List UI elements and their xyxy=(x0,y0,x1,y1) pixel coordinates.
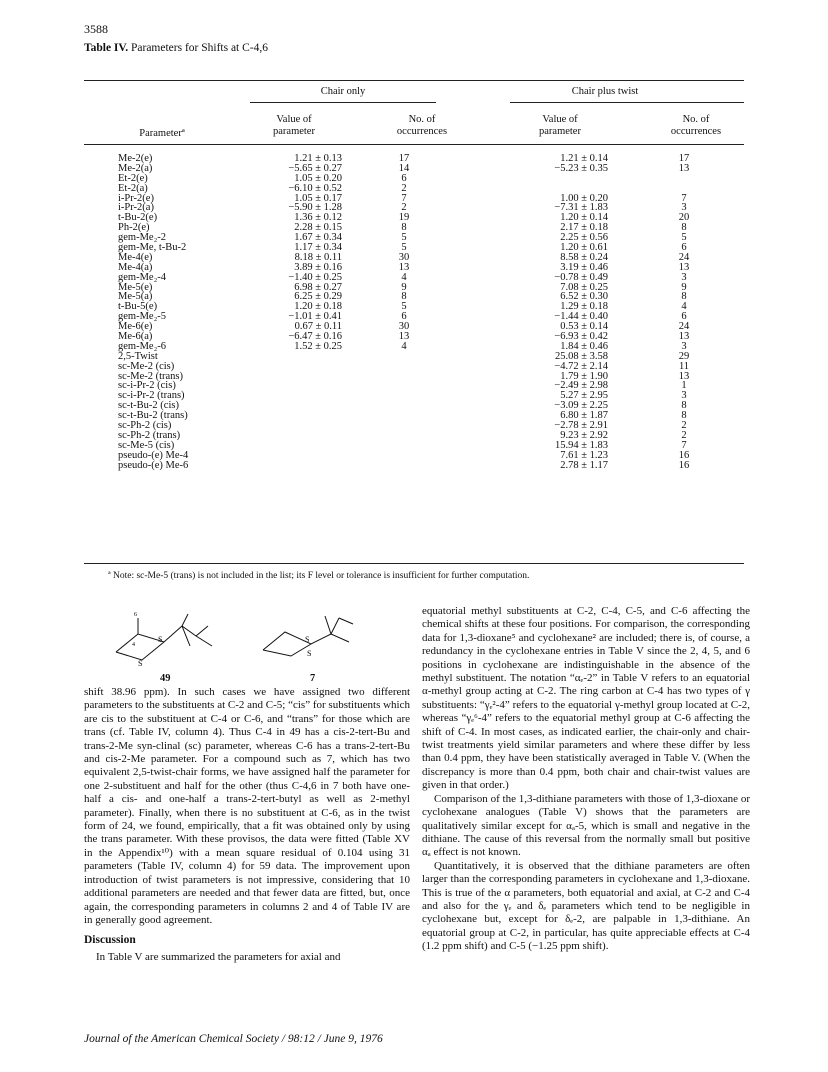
table-row xyxy=(84,223,744,233)
cell-value-twist: 3.19 ± 0.46 xyxy=(560,261,608,273)
cell-param: Me-5(e) xyxy=(118,281,153,293)
cell-param: sc-t-Bu-2 (cis) xyxy=(118,400,179,412)
cell-occ-chair: 5 xyxy=(401,301,407,313)
cell-occ-chair: 2 xyxy=(401,182,407,194)
cell-param: gem-Me₂-5 xyxy=(118,311,166,323)
col-header-occ-line1: No. of xyxy=(408,114,436,125)
cell-value-twist: 6.52 ± 0.30 xyxy=(560,291,608,303)
discussion-heading: Discussion xyxy=(84,934,136,947)
cell-value-chair: 8.18 ± 0.11 xyxy=(294,251,342,263)
cell-param: sc-i-Pr-2 (trans) xyxy=(118,390,185,402)
cell-value-twist: 2.25 ± 0.56 xyxy=(560,232,608,244)
cell-occ-chair: 4 xyxy=(401,340,407,352)
atom-s-lower: S xyxy=(138,659,143,668)
cell-occ-twist: 1 xyxy=(681,380,687,392)
cell-occ-twist: 7 xyxy=(681,439,687,451)
cell-param: i-Pr-2(a) xyxy=(118,202,154,214)
cell-value-chair: 1.20 ± 0.18 xyxy=(294,301,342,313)
right-paragraph-2: Comparison of the 1,3-dithiane parameters with those of 1,3-dioxane or cyclohexane analogues (Table V) shows that the parameters are qualitatively similar except for αₐ-5, which is small and negative in the dithiane. The cause of this reversal from the normally small but positive αₐ effect is not known. xyxy=(422,792,750,859)
left-paragraph-1: shift 38.96 ppm). In such cases we have assigned two different parameters to the substituents at C-2 and C-5; “cis” for substituents which are cis to the substituent at C-4 or C-6, and “trans” for those which are trans (cf. Table IV, column 4). Thus C-4 in 49 has a cis-2-tert-Bu and trans-2-Me syn-clinal (sc) parameter, whereas C-6 has a trans-2-tert-Bu and cis-2-Me parameter. For a compound such as 7, which has two equivalent 2,5-twist-chair forms, we have assigned half the parameter for one 2-substituent and half for the other (thus C-4,6 in 7 both have one-half a cis- and one-half a trans-2-tert-butyl as well as 2-methyl parameter). Finally, when there is no substituent at C-6, as in the twist form of 24, we found, empirically, that a fit was obtained only by using the trans parameter. With these provisos, the data were fitted (Table XV in the Appendix¹⁰) with a mean square residual of 0.104 using 31 parameters (Table IV, column 4) for 59 data. The improvement upon introduction of twist parameters is not impressive, considering that 10 additional parameters are needed and that fewer data are fitted, but, once again, the corresponding parameters in columns 2 and 4 of Table IV are in generally good agreement. xyxy=(84,686,410,926)
cell-occ-chair: 13 xyxy=(398,331,410,343)
col-header-occ-line2: occurrences xyxy=(396,126,448,137)
col-header-value-line2: parameter xyxy=(539,126,581,137)
table-row xyxy=(84,302,744,312)
cell-occ-chair: 6 xyxy=(401,311,407,323)
cell-value-chair: 6.98 ± 0.27 xyxy=(294,281,342,293)
cell-value-chair: 2.28 ± 0.15 xyxy=(294,222,342,234)
table-row xyxy=(84,194,744,204)
cell-value-chair: −6.47 ± 0.16 xyxy=(288,331,342,343)
journal-footer: Journal of the American Chemical Society / 98:12 / June 9, 1976 xyxy=(84,1033,383,1045)
cell-value-chair: 6.25 ± 0.29 xyxy=(294,291,342,303)
cell-occ-twist: 8 xyxy=(681,400,687,412)
compound-label-7: 7 xyxy=(310,673,316,684)
cell-occ-chair: 30 xyxy=(398,321,410,333)
cell-occ-twist: 9 xyxy=(681,281,687,293)
table-row xyxy=(84,362,744,372)
table-top-rule xyxy=(84,80,744,81)
cell-occ-twist: 24 xyxy=(678,251,690,263)
cell-value-twist: 15.94 ± 1.83 xyxy=(554,439,608,451)
cell-value-chair: 1.67 ± 0.34 xyxy=(294,232,342,244)
cell-occ-twist: 29 xyxy=(678,350,690,362)
cell-param: sc-i-Pr-2 (cis) xyxy=(118,380,176,392)
col-header-occ-chair xyxy=(372,114,472,138)
cell-occ-twist: 6 xyxy=(681,311,687,323)
table-row xyxy=(84,184,744,194)
cell-param: Et-2(e) xyxy=(118,172,148,184)
structure-7 xyxy=(255,612,365,668)
col-header-value-line2: parameter xyxy=(273,126,315,137)
cell-param: gem-Me₂-2 xyxy=(118,232,166,244)
table-footnote: ª Note: sc-Me-5 (trans) is not included in the list; its F level or tolerance is insufficient for further computation. xyxy=(108,571,530,581)
group-header-chair-plus-twist: Chair plus twist xyxy=(571,86,639,97)
cell-value-twist: −4.72 ± 2.14 xyxy=(554,360,608,372)
table-row xyxy=(84,164,744,174)
table-row xyxy=(84,312,744,322)
cell-value-twist: 1.29 ± 0.18 xyxy=(560,301,608,313)
cell-value-twist: 6.80 ± 1.87 xyxy=(560,410,608,422)
group-header-chair-only: Chair only xyxy=(320,86,366,97)
cell-occ-chair: 30 xyxy=(398,251,410,263)
label-4: 4 xyxy=(132,642,135,648)
cell-value-twist: 1.00 ± 0.20 xyxy=(560,192,608,204)
cell-value-twist: −2.49 ± 2.98 xyxy=(554,380,608,392)
table-row xyxy=(84,154,744,164)
col-header-occ-line2: occurrences xyxy=(670,126,722,137)
cell-value-chair: −6.10 ± 0.52 xyxy=(288,182,342,194)
left-column xyxy=(84,686,410,964)
cell-param: sc-Me-2 (cis) xyxy=(118,360,175,372)
table-row xyxy=(84,421,744,431)
table-row xyxy=(84,332,744,342)
table-row xyxy=(84,292,744,302)
right-paragraph-3: Quantitatively, it is observed that the dithiane parameters are often larger than the corresponding parameters in cyclohexane and 1,3-dioxane. This is true of the α parameters, both equatorial and axial, at C-2 and C-4 and also for the γₑ and δₑ parameters which tend to be negligible in cyclohexane but, except for δₑ-2, are palpable in 1,3-dithiane. An equatorial group at C-2, in particular, has quite appreciable effects at C-4 (1.2 ppm shift) and C-5 (−1.25 ppm shift). xyxy=(422,859,750,953)
cell-value-chair: −1.01 ± 0.41 xyxy=(288,311,342,323)
table-header-rule xyxy=(84,144,744,145)
cell-param: Me-2(e) xyxy=(118,153,153,164)
cell-value-twist: 7.08 ± 0.25 xyxy=(560,281,608,293)
cell-param: gem-Me, t-Bu-2 xyxy=(118,242,187,254)
cell-value-twist: −3.09 ± 2.25 xyxy=(554,400,608,412)
cell-occ-twist: 20 xyxy=(678,212,690,224)
cell-occ-chair: 5 xyxy=(401,232,407,244)
cell-param: Me-6(e) xyxy=(118,321,153,333)
cell-value-chair: −5.65 ± 0.27 xyxy=(288,162,342,174)
cell-occ-twist: 13 xyxy=(678,331,690,343)
page-number: 3588 xyxy=(84,22,108,36)
cell-value-twist: −5.23 ± 0.35 xyxy=(554,162,608,174)
table-row xyxy=(84,391,744,401)
cell-param: sc-Ph-2 (trans) xyxy=(118,429,181,441)
cell-occ-twist: 7 xyxy=(681,192,687,204)
table-row xyxy=(84,411,744,421)
cell-param: i-Pr-2(e) xyxy=(118,192,154,204)
cell-value-twist: 1.84 ± 0.46 xyxy=(560,340,608,352)
cell-value-chair: −5.90 ± 1.28 xyxy=(288,202,342,214)
cell-occ-twist: 4 xyxy=(681,301,687,313)
cell-occ-twist: 3 xyxy=(681,390,687,402)
cell-occ-chair: 4 xyxy=(401,271,407,283)
cell-value-twist: −1.44 ± 0.40 xyxy=(554,311,608,323)
cell-value-twist: 8.58 ± 0.24 xyxy=(560,251,608,263)
cell-value-chair: 1.36 ± 0.12 xyxy=(294,212,342,224)
cell-param: sc-Me-5 (cis) xyxy=(118,439,175,451)
col-header-parameter: Parameterª xyxy=(139,128,185,139)
cell-value-chair: 1.05 ± 0.20 xyxy=(294,172,342,184)
cell-param: Me-5(a) xyxy=(118,291,153,303)
cell-value-twist: 7.61 ± 1.23 xyxy=(560,449,608,461)
cell-occ-chair: 14 xyxy=(398,162,410,174)
cell-occ-twist: 13 xyxy=(678,370,690,382)
group-rule-chair-only xyxy=(250,102,436,103)
cell-value-chair: 0.67 ± 0.11 xyxy=(294,321,342,333)
col-header-value-twist xyxy=(510,114,610,138)
cell-value-twist: 1.21 ± 0.14 xyxy=(560,153,608,164)
cell-param: t-Bu-2(e) xyxy=(118,212,158,224)
cell-occ-twist: 8 xyxy=(681,291,687,303)
compound-label-49: 49 xyxy=(160,673,171,684)
cell-value-chair: 1.17 ± 0.34 xyxy=(294,242,342,254)
cell-occ-chair: 17 xyxy=(398,153,410,164)
cell-occ-twist: 2 xyxy=(681,429,687,441)
table-row xyxy=(84,372,744,382)
cell-value-chair: 1.21 ± 0.13 xyxy=(294,153,342,164)
cell-occ-chair: 8 xyxy=(401,291,407,303)
cell-param: sc-Me-2 (trans) xyxy=(118,370,184,382)
cell-param: sc-Ph-2 (cis) xyxy=(118,420,172,432)
group-rule-chair-plus-twist xyxy=(510,102,744,103)
cell-occ-twist: 16 xyxy=(678,449,690,461)
cell-param: gem-Me₂-6 xyxy=(118,340,166,352)
cell-param: sc-t-Bu-2 (trans) xyxy=(118,410,188,422)
cell-occ-chair: 7 xyxy=(401,192,407,204)
cell-param: 2,5-Twist xyxy=(118,350,158,362)
cell-param: Me-4(e) xyxy=(118,251,153,263)
table-row xyxy=(84,431,744,441)
table-row xyxy=(84,283,744,293)
cell-value-twist: 1.20 ± 0.14 xyxy=(560,212,608,224)
cell-occ-chair: 13 xyxy=(398,261,410,273)
col-header-value-chair xyxy=(244,114,344,138)
cell-occ-chair: 2 xyxy=(401,202,407,214)
cell-occ-twist: 24 xyxy=(678,321,690,333)
cell-value-chair: −1.40 ± 0.25 xyxy=(288,271,342,283)
right-column xyxy=(422,605,750,954)
cell-occ-twist: 3 xyxy=(681,202,687,214)
cell-value-twist: 1.20 ± 0.61 xyxy=(560,242,608,254)
cell-occ-twist: 5 xyxy=(681,232,687,244)
cell-occ-twist: 8 xyxy=(681,222,687,234)
table-row xyxy=(84,174,744,184)
col-header-occ-line1: No. of xyxy=(682,114,710,125)
table-title: Parameters for Shifts at C-4,6 xyxy=(130,42,268,54)
cell-occ-twist: 8 xyxy=(681,410,687,422)
table-bottom-rule xyxy=(84,563,744,564)
table-row xyxy=(84,263,744,273)
cell-occ-chair: 5 xyxy=(401,242,407,254)
cell-param: gem-Me₂-4 xyxy=(118,271,166,283)
cell-occ-twist: 13 xyxy=(678,162,690,174)
cell-param: pseudo-(e) Me-4 xyxy=(118,449,189,461)
cell-value-twist: 25.08 ± 3.58 xyxy=(554,350,608,362)
table-row xyxy=(84,273,744,283)
atom-s-upper: S xyxy=(305,635,310,644)
cell-value-twist: −2.78 ± 2.91 xyxy=(554,420,608,432)
cell-occ-chair: 6 xyxy=(401,172,407,184)
table-row xyxy=(84,213,744,223)
table-row xyxy=(84,352,744,362)
cell-value-twist: 9.23 ± 2.92 xyxy=(560,429,608,441)
cell-value-twist: −7.31 ± 1.83 xyxy=(554,202,608,214)
table-row xyxy=(84,322,744,332)
cell-occ-chair: 8 xyxy=(401,222,407,234)
cell-occ-chair: 19 xyxy=(398,212,410,224)
table-caption xyxy=(84,42,268,54)
cell-value-twist: 2.78 ± 1.17 xyxy=(560,459,608,471)
cell-value-chair: 1.52 ± 0.25 xyxy=(294,340,342,352)
cell-param: Ph-2(e) xyxy=(118,222,150,234)
col-header-occ-twist xyxy=(646,114,746,138)
table-row xyxy=(84,342,744,352)
label-6: 6 xyxy=(134,612,137,618)
cell-occ-twist: 13 xyxy=(678,261,690,273)
cell-param: Me-4(a) xyxy=(118,261,153,273)
cell-value-twist: −0.78 ± 0.49 xyxy=(554,271,608,283)
cell-param: Me-6(a) xyxy=(118,331,153,343)
cell-value-twist: 0.53 ± 0.14 xyxy=(560,321,608,333)
table-row xyxy=(84,203,744,213)
table-row xyxy=(84,243,744,253)
cell-occ-twist: 3 xyxy=(681,271,687,283)
cell-occ-twist: 3 xyxy=(681,340,687,352)
cell-occ-twist: 2 xyxy=(681,420,687,432)
right-paragraph-1: equatorial methyl substituents at C-2, C-4, C-5, and C-6 affecting the chemical shifts at these four positions. For comparison, the corresponding data for 1,3-dioxane⁵ and cyclohexane² are included; there is, of course, a redundancy in the cyclohexane entries in Table V since the 2, 4, 5, and 6 positions in cyclohexane are indistinguishable in the absence of the methyl substituent. The notation “αₑ-2” in Table V refers to an equatorial α-methyl group acting at C-2. The ring carbon at C-4 has two types of γ substituents: “γₑ²-4” refers to the equatorial γ-methyl group located at C-2, whereas “γₑ⁶-4” refers to the equatorial methyl group at C-6 affecting the shift of C-4. In most cases, as indicated earlier, the chair-only and chair-twist treatments yield similar parameters and where these differ by less than 0.4 ppm, they have been statistically averaged in Table V. (When the discrepancy is more than 0.4 ppm, both chair and chair-twist values are given in that order.) xyxy=(422,605,750,792)
cell-occ-twist: 16 xyxy=(678,459,690,471)
cell-param: Et-2(a) xyxy=(118,182,148,194)
cell-value-twist: 2.17 ± 0.18 xyxy=(560,222,608,234)
atom-s-lower: S xyxy=(307,649,312,658)
parameters-table xyxy=(84,154,744,471)
cell-value-twist: 1.79 ± 1.90 xyxy=(560,370,608,382)
cell-occ-twist: 17 xyxy=(678,153,690,164)
cell-occ-twist: 11 xyxy=(678,360,690,372)
cell-value-chair: 3.89 ± 0.16 xyxy=(294,261,342,273)
cell-occ-twist: 6 xyxy=(681,242,687,254)
cell-param: pseudo-(e) Me-6 xyxy=(118,459,189,471)
table-number: Table IV. xyxy=(84,42,129,54)
cell-value-twist: −6.93 ± 0.42 xyxy=(554,331,608,343)
cell-param: t-Bu-5(e) xyxy=(118,301,158,313)
left-paragraph-2: In Table V are summarized the parameters for axial and xyxy=(96,950,341,963)
table-row xyxy=(84,461,744,471)
col-header-value-line1: Value of xyxy=(276,114,312,125)
cell-value-twist: 5.27 ± 2.95 xyxy=(560,390,608,402)
cell-occ-chair: 9 xyxy=(401,281,407,293)
table-row xyxy=(84,253,744,263)
col-header-value-line1: Value of xyxy=(542,114,578,125)
cell-value-chair: 1.05 ± 0.17 xyxy=(294,192,342,204)
atom-s-upper: S xyxy=(158,635,163,644)
structure-49 xyxy=(108,612,218,668)
cell-param: Me-2(a) xyxy=(118,162,153,174)
